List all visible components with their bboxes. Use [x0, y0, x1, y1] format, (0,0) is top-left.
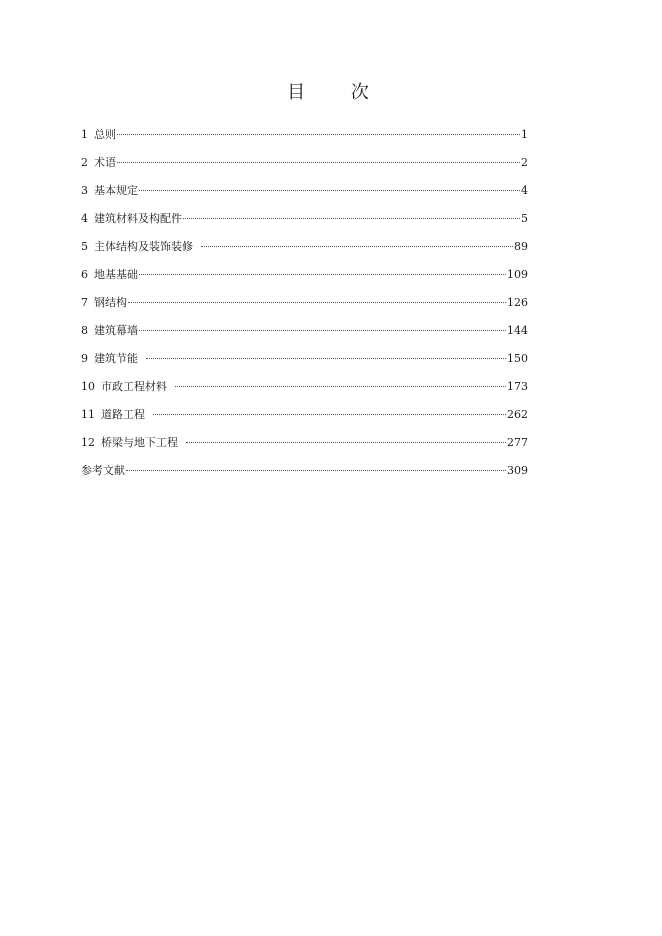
toc-entry-label — [81, 238, 193, 256]
toc-entry-text: 建筑节能 — [94, 352, 138, 365]
toc-entry-text: 术语 — [94, 156, 116, 169]
toc-entry-label — [81, 126, 116, 144]
toc-entry-text: 钢结构 — [94, 296, 127, 309]
toc-entry[interactable] — [81, 266, 528, 294]
toc-entry-page: 5 — [521, 212, 528, 225]
toc-entry-label — [81, 266, 138, 284]
toc-entry-text: 参考文献 — [81, 464, 125, 477]
toc-list — [81, 126, 528, 490]
toc-entry[interactable] — [81, 154, 528, 182]
toc-dot-leader — [175, 375, 506, 387]
toc-entry-text: 市政工程材料 — [101, 380, 167, 393]
toc-dot-leader — [186, 431, 506, 443]
toc-entry-page: 277 — [507, 436, 528, 449]
toc-entry[interactable] — [81, 434, 528, 462]
toc-entry-page: 4 — [521, 184, 528, 197]
toc-entry-number: 8 — [81, 324, 88, 337]
toc-entry-label — [81, 154, 116, 172]
toc-entry-number: 2 — [81, 156, 88, 169]
toc-entry-page: 109 — [507, 268, 528, 281]
toc-entry-label — [81, 322, 138, 340]
toc-entry-label — [81, 210, 182, 228]
toc-entry-page: 2 — [521, 156, 528, 169]
toc-entry[interactable] — [81, 378, 528, 406]
toc-entry-page: 126 — [507, 296, 528, 309]
toc-dot-leader — [139, 179, 520, 191]
toc-entry-page: 309 — [507, 464, 528, 477]
toc-entry[interactable] — [81, 238, 528, 266]
toc-entry-page: 89 — [514, 240, 528, 253]
toc-entry-label — [81, 434, 178, 452]
toc-entry-number: 6 — [81, 268, 88, 281]
toc-dot-leader — [146, 347, 506, 359]
toc-dot-leader — [139, 263, 506, 275]
toc-entry[interactable] — [81, 182, 528, 210]
toc-entry-text: 地基基础 — [94, 268, 138, 281]
toc-dot-leader — [117, 123, 520, 135]
toc-entry[interactable] — [81, 322, 528, 350]
toc-title: 目 次 — [287, 82, 389, 103]
toc-entry-page: 1 — [521, 128, 528, 141]
toc-entry[interactable] — [81, 406, 528, 434]
toc-entry-number: 4 — [81, 212, 88, 225]
toc-entry-label — [81, 462, 125, 480]
toc-entry-page: 144 — [507, 324, 528, 337]
toc-entry[interactable] — [81, 210, 528, 238]
toc-entry-number: 7 — [81, 296, 88, 309]
toc-entry-text: 总则 — [94, 128, 116, 141]
toc-entry-page: 173 — [507, 380, 528, 393]
toc-entry-text: 基本规定 — [94, 184, 138, 197]
toc-entry-label — [81, 294, 127, 312]
toc-dot-leader — [126, 459, 506, 471]
toc-entry-text: 建筑材料及构配件 — [94, 212, 182, 225]
toc-entry-number: 9 — [81, 352, 88, 365]
toc-entry-text: 桥梁与地下工程 — [101, 436, 178, 449]
toc-entry-page: 262 — [507, 408, 528, 421]
toc-dot-leader — [117, 151, 520, 163]
toc-entry-page: 150 — [507, 352, 528, 365]
toc-entry-number: 1 — [81, 128, 88, 141]
toc-entry-label — [81, 378, 167, 396]
toc-entry[interactable] — [81, 294, 528, 322]
toc-entry[interactable] — [81, 126, 528, 154]
toc-entry-text: 建筑幕墙 — [94, 324, 138, 337]
toc-entry-number: 11 — [81, 408, 95, 421]
toc-entry-number: 12 — [81, 436, 95, 449]
toc-entry-number: 5 — [81, 240, 88, 253]
toc-dot-leader — [153, 403, 506, 415]
toc-entry-number: 10 — [81, 380, 95, 393]
toc-entry-label — [81, 350, 138, 368]
toc-dot-leader — [183, 207, 520, 219]
toc-entry-number: 3 — [81, 184, 88, 197]
toc-dot-leader — [139, 319, 506, 331]
toc-dot-leader — [201, 235, 513, 247]
toc-entry-label — [81, 182, 138, 200]
toc-dot-leader — [128, 291, 506, 303]
toc-entry-text: 道路工程 — [101, 408, 145, 421]
toc-entry-label — [81, 406, 145, 424]
toc-entry[interactable] — [81, 350, 528, 378]
toc-entry-text: 主体结构及装饰装修 — [94, 240, 193, 253]
toc-entry[interactable] — [81, 462, 528, 490]
